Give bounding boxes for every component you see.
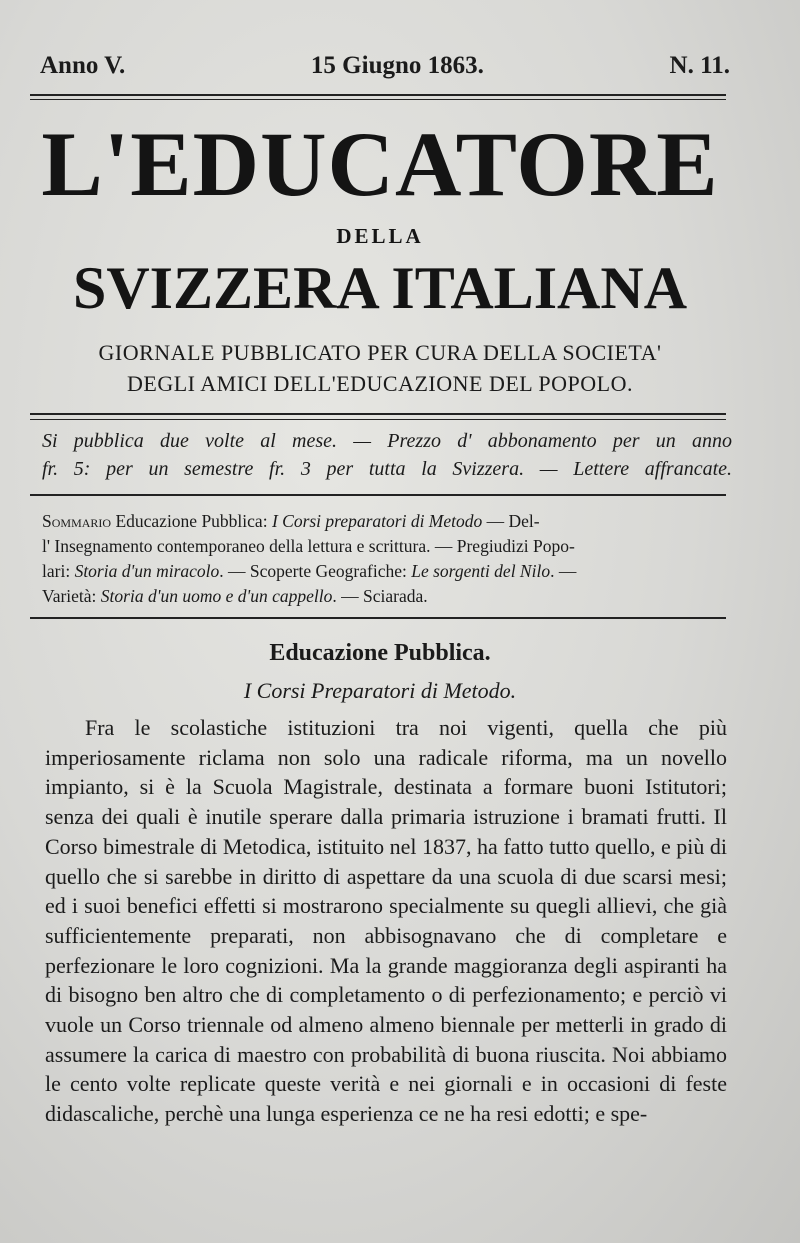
summary-label: Sommario <box>42 511 112 531</box>
summary-rule <box>30 617 726 619</box>
summary-line-2: l' Insegnamento contemporaneo della lettura e scrittura. — Pregiudizi Popo- <box>42 536 575 556</box>
tagline-line-1: GIORNALE PUBBLICATO PER CURA DELLA SOCIETA' <box>98 340 662 365</box>
article-body <box>45 713 727 1129</box>
subscription-info <box>42 427 732 483</box>
subscription-rule <box>30 494 726 496</box>
header-rule-thin <box>30 419 726 420</box>
subscription-line-2: fr. 5: per un semestre fr. 3 per tutta la Svizzera. — Lettere affrancate. <box>42 458 732 480</box>
issue-date: 15 Giugno 1863. <box>310 52 484 79</box>
masthead-rule-thin <box>30 99 726 100</box>
section-heading: Educazione Pubblica. <box>269 640 491 666</box>
tagline-line-2: DEGLI AMICI DELL'EDUCAZIONE DEL POPOLO. <box>127 371 633 396</box>
table-of-contents <box>42 509 732 609</box>
summary-line-3: lari: Storia d'un miracolo. — Scoperte Geografiche: Le sorgenti del Nilo. — <box>42 561 577 581</box>
subscription-line-1: Si pubblica due volte al mese. — Prezzo d' abbonamento per un anno <box>42 430 732 452</box>
article-paragraph: Fra le scolastiche istituzioni tra noi vigenti, quella che più imperiosamente riclama non solo una radicale riforma, ma un novello impianto, si è la Scuola Magistrale, destinata a formare buoni Istitutori; senza dei quali è inutile sperare dalla primaria istruzione i bramati frutti. Il Corso bimestrale di Metodica, istituito nel 1837, ha fatto tutto quello, e più di quello che si sarebbe in diritto di aspettare da una scuola di due scarsi mesi; ed i suoi benefici effetti si mostrarono specialmente su quegli allievi, che già sufficientemente preparati, non abbisognavano che di completare e perfezionare le loro cognizioni. Ma la grande maggioranza degli aspiranti ha di bisogno ben altro che di completamento o di perfezionamento; e perciò vi vuole un Corso triennale od almeno almeno biennale per metterli in grado di assumere la carica di maestro con probabilità di buona riuscita. Noi abbiamo le cento volte replicate queste verità e nei giornali e in occasioni di feste didascaliche, perchè una lunga esperienza ce ne ha resi edotti; e spe- <box>45 715 727 1127</box>
article-title: I Corsi Preparatori di Metodo. <box>243 678 517 703</box>
header-rule <box>30 413 726 415</box>
summary-line-1: Sommario Educazione Pubblica: I Corsi preparatori di Metodo — Del- <box>42 511 540 531</box>
summary-line-4: Varietà: Storia d'un uomo e d'un cappello. — Sciarada. <box>42 586 428 606</box>
volume-year: Anno V. <box>40 52 126 79</box>
newspaper-subtitle: SVIZZERA ITALIANA <box>72 255 688 321</box>
title-connector: DELLA <box>336 224 424 248</box>
masthead <box>40 52 730 80</box>
masthead-rule <box>30 94 726 96</box>
issue-number: N. 11. <box>669 52 730 79</box>
newspaper-title: L'EDUCATORE <box>41 113 719 215</box>
